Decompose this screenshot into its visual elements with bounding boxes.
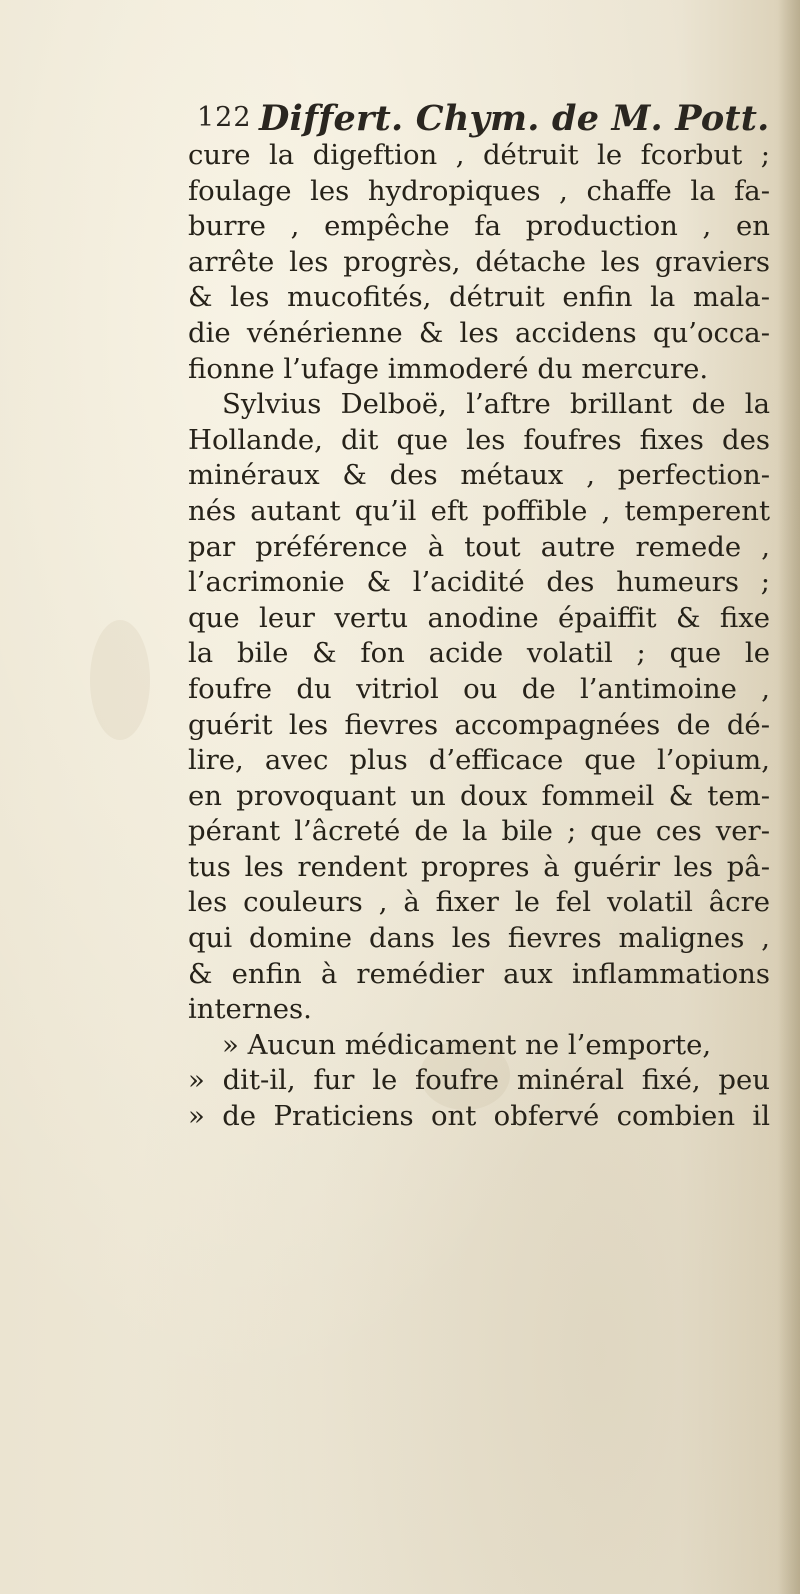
text-line: die vénérienne & les accidens qu’occa- xyxy=(188,316,770,349)
text-line: qui domine dans les fievres malignes , xyxy=(188,922,770,955)
running-head: Differt. Chym. de M. Pott. xyxy=(259,98,770,139)
page-number: 122 xyxy=(197,102,252,133)
text-line: tus les rendent propres à guérir les pâ- xyxy=(188,850,770,883)
text-line: foulage les hydropiques , chaffe la fa- xyxy=(188,174,770,207)
paper-stain xyxy=(90,620,150,740)
text-line: pérant l’âcreté de la bile ; que ces ver- xyxy=(188,815,770,848)
text-line: en provoquant un doux fommeil & tem- xyxy=(188,779,770,812)
text-line: Sylvius Delboë, l’aftre brillant de la xyxy=(222,388,770,421)
text-line: l’acrimonie & l’acidité des humeurs ; xyxy=(188,566,770,599)
text-line: que leur vertu anodine épaiffit & fixe xyxy=(188,601,770,634)
text-line: » Aucun médicament ne l’emporte, xyxy=(222,1028,712,1061)
text-line: fionne l’ufage immoderé du mercure. xyxy=(188,352,709,385)
text-line: les couleurs , à fixer le fel volatil âcre xyxy=(188,886,770,919)
text-line: internes. xyxy=(188,993,312,1026)
text-line: lire, avec plus d’efficace que l’opium, xyxy=(188,744,770,777)
page-edge-shadow xyxy=(778,0,800,1594)
body-text xyxy=(188,138,770,1135)
text-line: foufre du vitriol ou de l’antimoine , xyxy=(188,672,770,705)
text-line: & enfin à remédier aux inflammations xyxy=(188,957,770,990)
text-line: cure la digeftion , détruit le fcorbut ; xyxy=(188,139,770,171)
text-line: » dit-il, fur le foufre minéral fixé, peu xyxy=(188,1064,770,1097)
text-line: & les mucofités, détruit enfin la mala- xyxy=(188,281,770,314)
text-line: par préférence à tout autre remede , xyxy=(188,530,770,563)
text-line: Hollande, dit que les foufres fixes des xyxy=(188,423,770,456)
text-line: minéraux & des métaux , perfection- xyxy=(188,459,770,492)
text-line: guérit les fievres accompagnées de dé- xyxy=(188,708,770,741)
text-line: » de Praticiens ont obfervé combien il xyxy=(188,1100,770,1133)
text-line: arrête les progrès, détache les graviers xyxy=(188,245,770,278)
text-line: nés autant qu’il eft poffible , temperent xyxy=(188,494,770,527)
text-line: la bile & fon acide volatil ; que le xyxy=(188,637,770,670)
text-line: burre , empêche fa production , en xyxy=(188,210,770,243)
